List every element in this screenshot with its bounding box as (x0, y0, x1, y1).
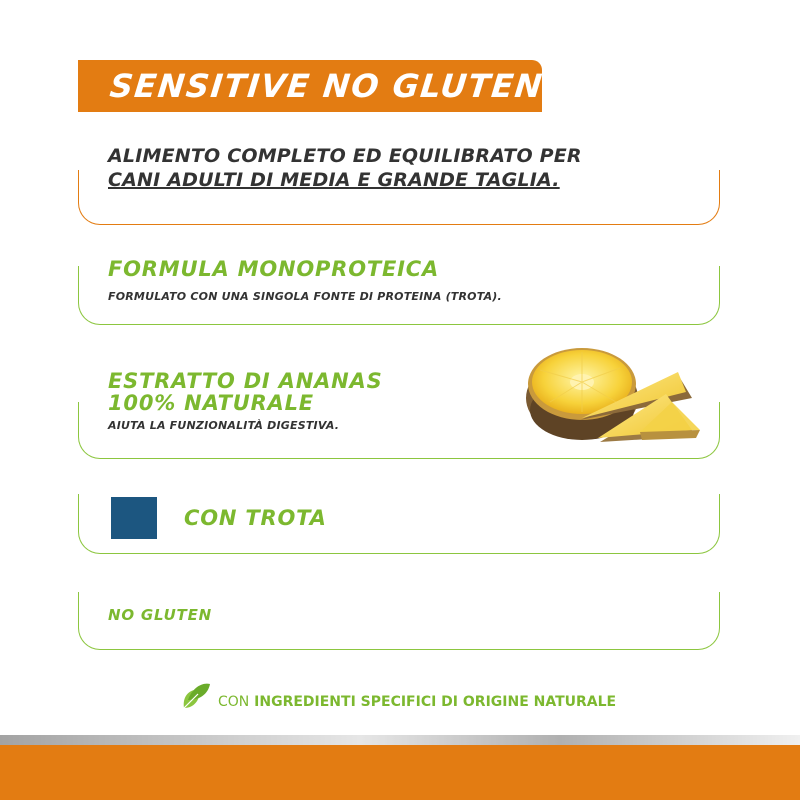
bottom-orange-bar (0, 745, 800, 800)
feature-title-no-gluten: NO GLUTEN (108, 606, 212, 624)
trout-color-swatch (111, 497, 157, 539)
border-gap (717, 112, 723, 170)
bottom-grey-stripe (0, 735, 800, 745)
feature-title-ananas-line-1: ESTRATTO DI ANANAS (108, 369, 383, 393)
product-title: SENSITIVE NO GLUTEN (108, 67, 546, 105)
natural-ingredients-note (180, 675, 616, 715)
footer-main: INGREDIENTI SPECIFICI DI ORIGINE NATURALE (254, 694, 617, 710)
product-title-banner (78, 60, 546, 112)
footer-text (218, 694, 616, 710)
feature-title-ananas-line-2: 100% NATURALE (108, 391, 314, 415)
feature-title-trota: CON TROTA (184, 506, 327, 530)
intro-line-2: CANI ADULTI DI MEDIA E GRANDE TAGLIA. (108, 169, 560, 191)
feature-box-trota (78, 494, 720, 554)
footer-prefix: CON (218, 694, 250, 710)
feature-title-ananas (108, 370, 383, 414)
intro-line-1: ALIMENTO COMPLETO ED EQUILIBRATO PER (108, 145, 582, 167)
leaves-icon (180, 678, 212, 712)
feature-text-monoproteica: FORMULATO CON UNA SINGOLA FONTE DI PROTEINA (TROTA). (108, 290, 502, 303)
feature-text-ananas: AIUTA LA FUNZIONALITÀ DIGESTIVA. (108, 419, 340, 432)
feature-title-monoproteica: FORMULA MONOPROTEICA (108, 257, 439, 281)
intro-text (108, 144, 582, 192)
pineapple-image (520, 340, 705, 452)
border-gap (76, 112, 82, 170)
